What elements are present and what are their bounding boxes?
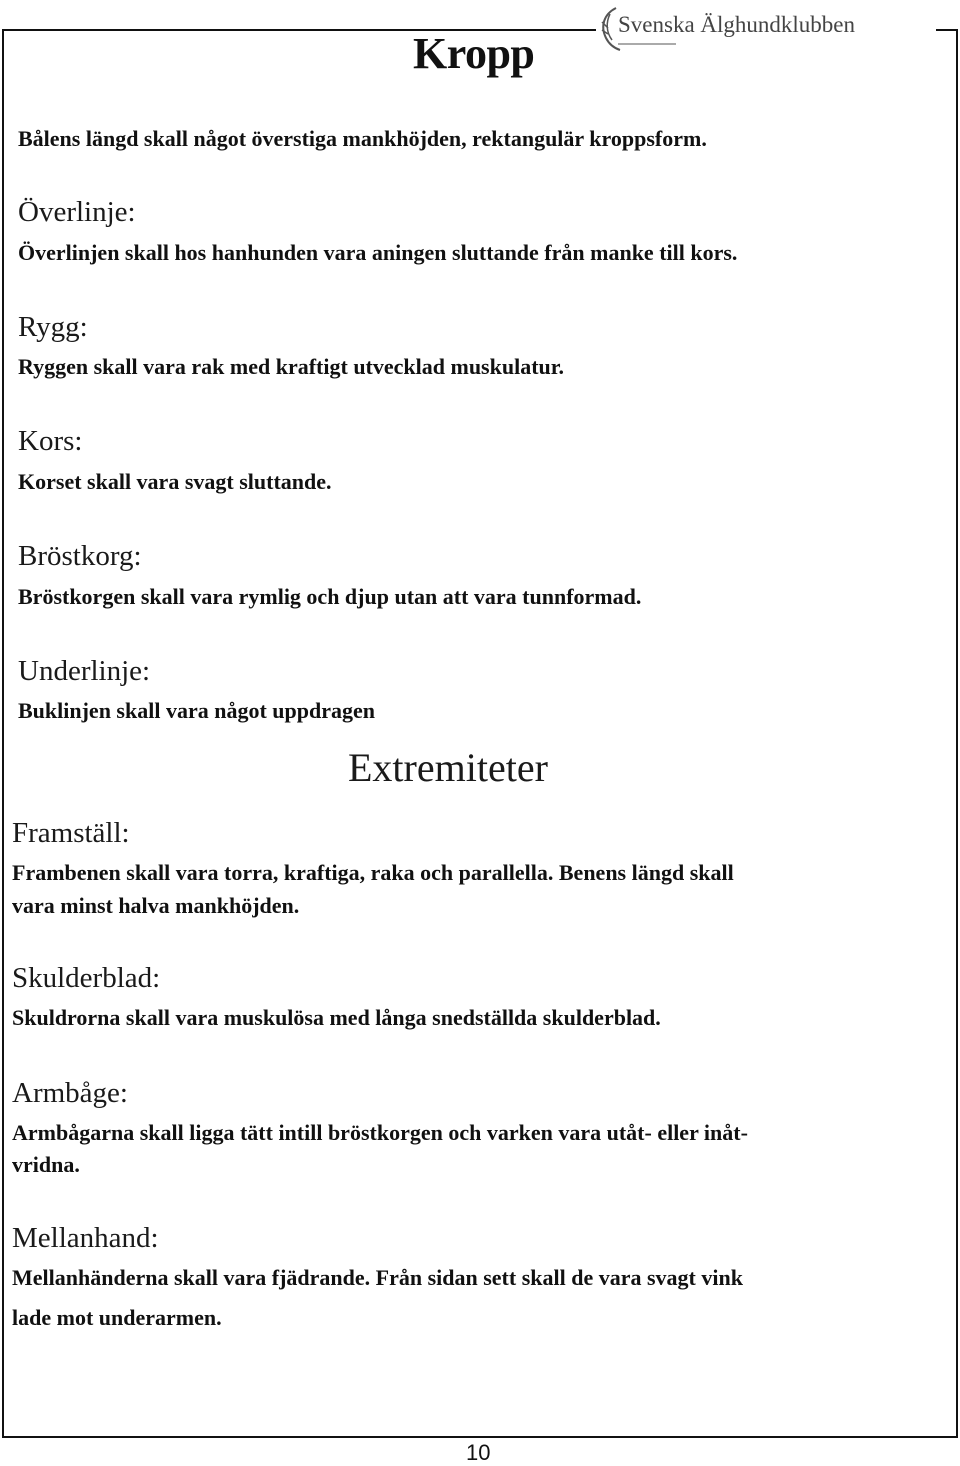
text-skulderblad: Skuldrorna skall vara muskulösa med långa snedställda skulderblad. xyxy=(12,1005,661,1030)
heading-kors: Kors: xyxy=(18,425,83,457)
section-title-extremiteter: Extremiteter xyxy=(348,745,548,790)
text-underlinje: Buklinjen skall vara något uppdragen xyxy=(18,698,375,723)
text-brostkorg: Bröstkorgen skall vara rymlig och djup utan att vara tunnformad. xyxy=(18,584,642,609)
text-kors: Korset skall vara svagt sluttande. xyxy=(18,469,332,494)
page-title: Kropp xyxy=(413,29,535,78)
heading-framstall: Framställ: xyxy=(12,817,130,849)
text-mellanhand-line1: Mellanhänderna skall vara fjädrande. Från sidan sett skall de vara svagt vink xyxy=(12,1265,743,1290)
text-mellanhand-line2: lade mot underarmen. xyxy=(12,1305,222,1330)
heading-underlinje: Underlinje: xyxy=(18,655,151,687)
page-number: 10 xyxy=(466,1440,491,1465)
brand-name: Svenska Älghundklubben xyxy=(618,12,856,37)
text-overlinje: Överlinjen skall hos hanhunden vara aningen sluttande från manke till kors. xyxy=(18,240,738,265)
heading-mellanhand: Mellanhand: xyxy=(12,1222,159,1254)
heading-brostkorg: Bröstkorg: xyxy=(18,540,142,572)
text-rygg: Ryggen skall vara rak med kraftigt utvecklad muskulatur. xyxy=(18,354,565,379)
text-armbage-line2: vridna. xyxy=(12,1152,80,1177)
heading-rygg: Rygg: xyxy=(18,311,88,343)
header-rule-right xyxy=(936,29,956,31)
intro-text: Bålens längd skall något överstiga mankhöjden, rektangulär kroppsform. xyxy=(18,126,707,151)
heading-armbage: Armbåge: xyxy=(12,1077,128,1109)
text-armbage-line1: Armbågarna skall ligga tätt intill bröstkorgen och varken vara utåt- eller inåt- xyxy=(12,1120,748,1145)
text-framstall-line2: vara minst halva mankhöjden. xyxy=(12,893,300,918)
heading-overlinje: Överlinje: xyxy=(18,196,136,228)
heading-skulderblad: Skulderblad: xyxy=(12,962,161,994)
text-framstall-line1: Frambenen skall vara torra, kraftiga, raka och parallella. Benens längd skall xyxy=(12,860,734,885)
